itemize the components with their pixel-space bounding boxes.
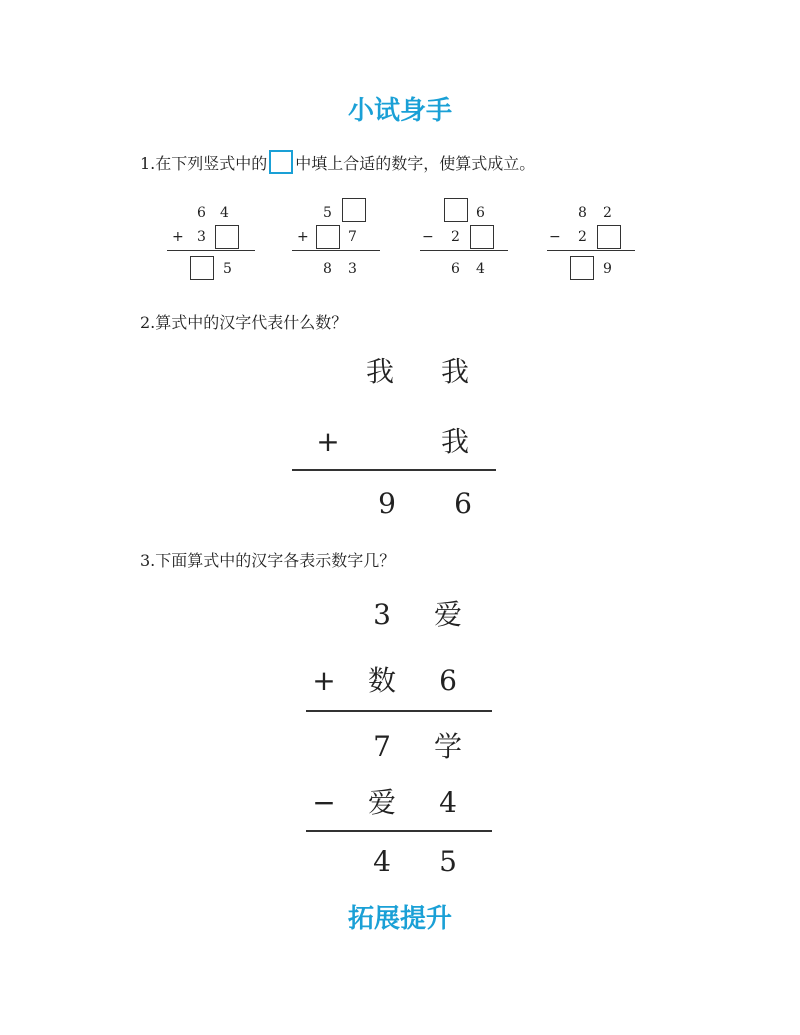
puzzle-digit: 9 bbox=[378, 487, 396, 520]
digit: 5 bbox=[223, 261, 232, 277]
question-1-text-after: 中填上合适的数字，使算式成立。 bbox=[295, 154, 536, 173]
digit: 9 bbox=[603, 261, 612, 277]
operator: − bbox=[312, 786, 336, 819]
operator: + bbox=[172, 229, 184, 245]
puzzle-digit: 6 bbox=[439, 664, 457, 697]
puzzle-char: 学 bbox=[433, 730, 462, 763]
question-2-text: 2.算式中的汉字代表什么数？ bbox=[140, 313, 348, 332]
question-1 bbox=[140, 150, 535, 174]
digit: 2 bbox=[603, 205, 612, 221]
answer-box[interactable] bbox=[215, 225, 239, 249]
answer-box[interactable] bbox=[470, 225, 494, 249]
answer-box[interactable] bbox=[316, 225, 340, 249]
puzzle-digit: 6 bbox=[454, 487, 472, 520]
answer-box[interactable] bbox=[444, 198, 468, 222]
digit: 3 bbox=[348, 261, 357, 277]
answer-box[interactable] bbox=[597, 225, 621, 249]
vertical-problem-b bbox=[290, 198, 385, 288]
chinese-addition-puzzle bbox=[290, 350, 510, 525]
answer-box[interactable] bbox=[190, 256, 214, 280]
digit: 8 bbox=[323, 261, 332, 277]
puzzle-char: 我 bbox=[440, 355, 469, 388]
section-title-practice: 小试身手 bbox=[347, 96, 452, 126]
puzzle-char: 爱 bbox=[367, 786, 396, 819]
question-1-text: 1.在下列竖式中的 bbox=[140, 154, 268, 173]
digit: 2 bbox=[578, 229, 587, 245]
digit: 4 bbox=[220, 205, 229, 221]
operator: − bbox=[422, 229, 434, 245]
operator: + bbox=[316, 425, 340, 458]
difference-line bbox=[420, 250, 508, 251]
vertical-problem-a bbox=[165, 198, 260, 288]
puzzle-digit: 4 bbox=[373, 845, 391, 878]
puzzle-char: 爱 bbox=[433, 598, 462, 631]
section-title-extension: 拓展提升 bbox=[347, 904, 452, 934]
vertical-problem-d bbox=[545, 198, 640, 288]
sum-line bbox=[292, 469, 496, 471]
sum-line bbox=[167, 250, 255, 251]
answer-box-icon bbox=[269, 150, 293, 174]
puzzle-char: 我 bbox=[365, 355, 394, 388]
difference-line bbox=[306, 830, 492, 832]
answer-box[interactable] bbox=[570, 256, 594, 280]
puzzle-digit: 3 bbox=[373, 598, 391, 631]
digit: 8 bbox=[578, 205, 587, 221]
puzzle-char: 数 bbox=[367, 664, 396, 697]
digit: 5 bbox=[323, 205, 332, 221]
answer-box[interactable] bbox=[342, 198, 366, 222]
sum-line bbox=[292, 250, 380, 251]
operator: − bbox=[549, 229, 561, 245]
puzzle-digit: 4 bbox=[439, 786, 457, 819]
sum-line bbox=[306, 710, 492, 712]
puzzle-digit: 5 bbox=[439, 845, 457, 878]
digit: 4 bbox=[476, 261, 485, 277]
operator: + bbox=[312, 664, 336, 697]
puzzle-digit: 7 bbox=[373, 730, 391, 763]
puzzle-char: 我 bbox=[440, 425, 469, 458]
operator: + bbox=[297, 229, 309, 245]
difference-line bbox=[547, 250, 635, 251]
digit: 6 bbox=[476, 205, 485, 221]
digit: 7 bbox=[348, 229, 357, 245]
digit: 2 bbox=[451, 229, 460, 245]
digit: 6 bbox=[197, 205, 206, 221]
digit: 3 bbox=[197, 229, 206, 245]
vertical-problem-c bbox=[418, 198, 513, 288]
question-3-text: 3.下面算式中的汉字各表示数字几？ bbox=[140, 551, 396, 570]
digit: 6 bbox=[451, 261, 460, 277]
chinese-two-step-puzzle bbox=[300, 590, 500, 890]
